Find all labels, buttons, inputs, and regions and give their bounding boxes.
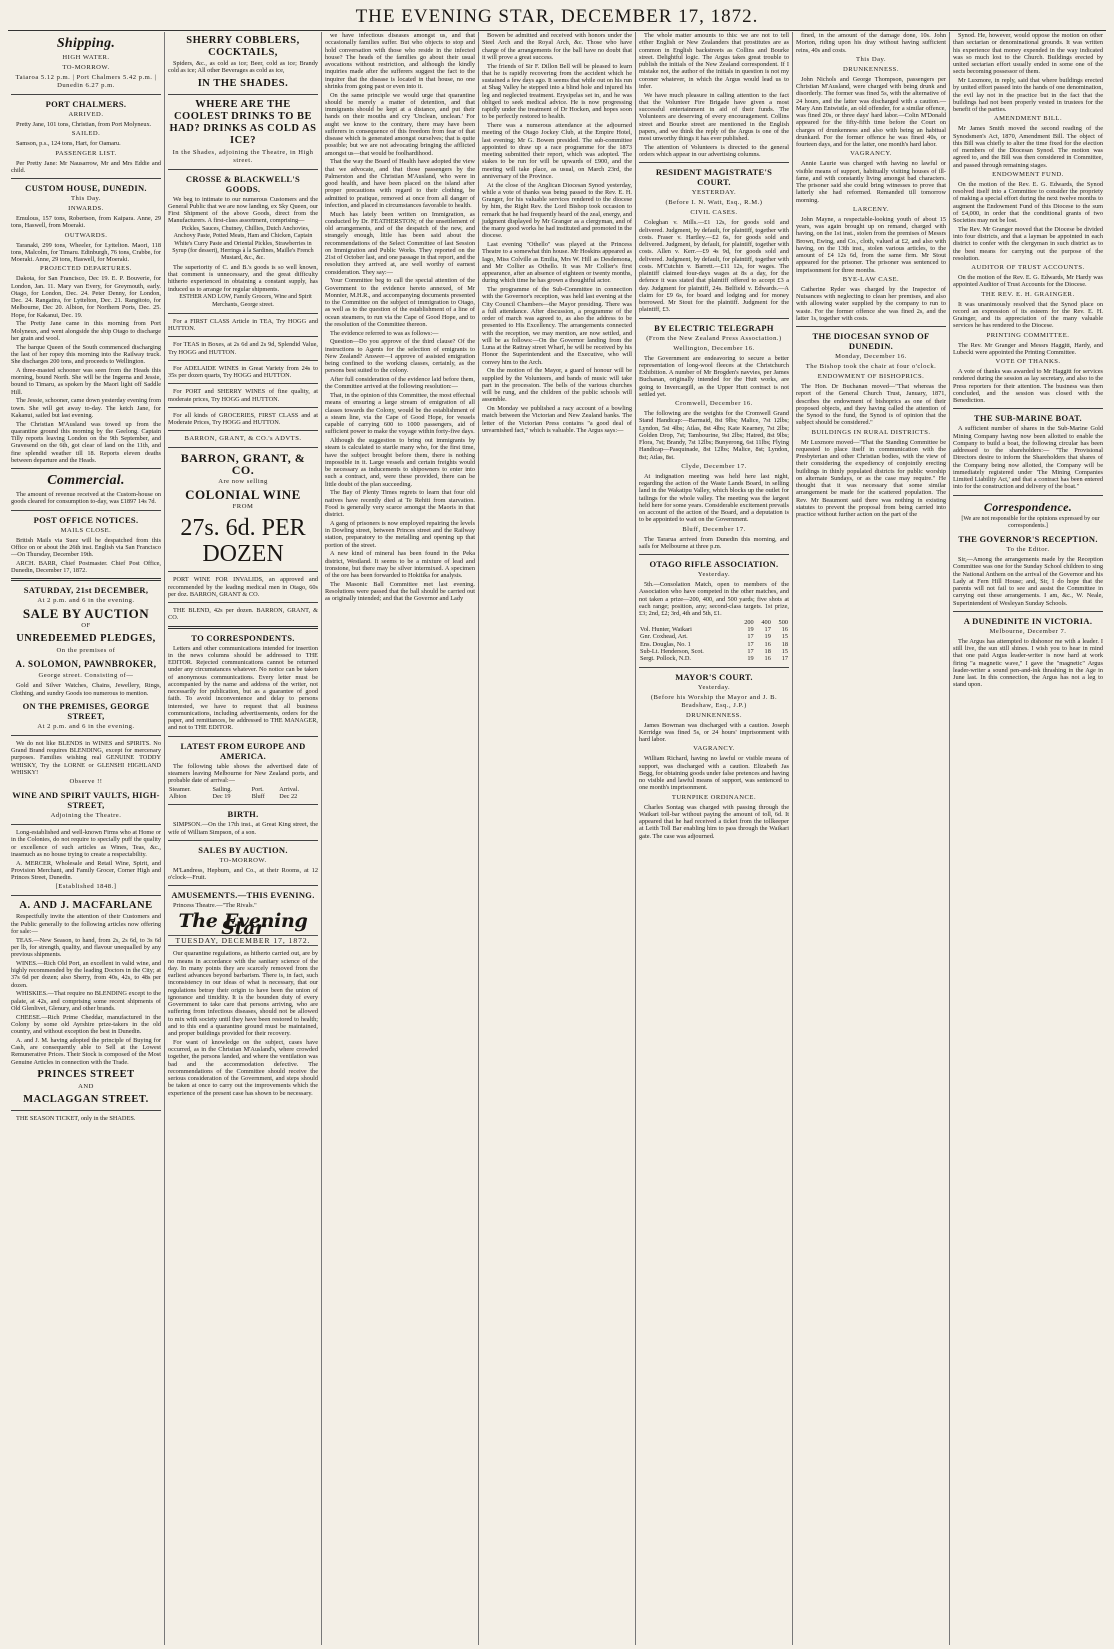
clyde-dateline: Clyde, December 17. — [681, 462, 747, 470]
table-row — [639, 641, 789, 648]
on-premises-heading: ON THE PREMISES, GEORGE STREET, — [22, 700, 150, 721]
table-cell: Bluff — [251, 793, 265, 801]
wellington-dateline: Wellington, December 16. — [673, 344, 755, 352]
outwards-text: Taranaki, 299 tons, Wheeler, for Lyttelton. Maori, 118 tons, Malcolm, for Timaru. Edinburgh, 76 tons, Crabbe, for Moeraki. Anne, 29 tons, Haswell, for Moeraki. — [11, 241, 161, 263]
table-cell: 17 — [747, 640, 754, 648]
drunkenness-heading: DRUNKENNESS. — [685, 711, 742, 719]
rifle-scores-table — [639, 619, 789, 663]
this-day-label: This Day. — [70, 195, 102, 202]
column-1 — [8, 32, 164, 1645]
macfarlane-title: A. AND J. MACFARLANE — [19, 900, 153, 912]
auditor-heading: AUDITOR OF TRUST ACCOUNTS. — [971, 264, 1085, 271]
maclaggan-street-title: MACLAGGAN STREET. — [23, 1093, 149, 1105]
columns — [8, 32, 1106, 1645]
table-header-row — [168, 786, 318, 793]
crosse-blackwell-text: We beg to intimate to our numerous Customers and the General Public that we are now landing, ex Sky Queen, our First Shipment of the above Goods, direct from the Manufacturers. A first-class assortment, comprising— — [168, 195, 318, 225]
table-row — [639, 655, 789, 662]
coolest-drinks-title: WHERE ARE THE COOLEST DRINKS TO BE HAD? DRINKS AS COLD AS ICE? — [169, 98, 317, 146]
correspondence-note: [We are not responsible for the opinions expressed by our correspondents.] — [961, 515, 1100, 529]
wine-price: 27s. 6d. PER DOZEN — [180, 515, 306, 568]
established-label: [Established 1848.] — [55, 883, 117, 891]
divider — [168, 885, 318, 886]
saturday-time: At 2 p.m. and 6 in the evening. — [37, 597, 135, 605]
article-paragraph: we have infectious diseases amongst us, and that occasionally families suffer. But who objects to stop and hold conversation with those who reside in the infected house? The heads of the families go about their usual avocations without restriction, and although the kindly inquiries made after the sufferers suggest the fact to the inquirer that the disease is located in that house, no one shrinks from going past or even into it. — [325, 32, 475, 90]
table-cell: 400 — [761, 618, 771, 626]
article-paragraph: The evidence referred to was as follows:— — [330, 329, 439, 337]
table-cell: 17 — [781, 655, 788, 663]
divider — [639, 162, 789, 163]
divider — [168, 736, 318, 737]
paper-date: TUESDAY, DECEMBER 17, 1872. — [168, 935, 318, 946]
column-3 — [321, 32, 478, 1645]
port-wine-advert: PORT WINE FOR INVALIDS, an approved and recommended by the leading medical men in Otago, 60s per doz. BARRON, GRANT & CO. — [168, 576, 318, 598]
outwards-heading: OUTWARDS. — [64, 231, 108, 239]
coolest-drinks-sub: In the Shades, adjoining the Theatre, in High street. — [172, 148, 314, 164]
dunedinite-heading: A DUNEDINITE IN VICTORIA. — [963, 615, 1093, 626]
divider — [168, 407, 318, 408]
table-cell: 200 — [744, 618, 754, 626]
bluff-text: The Tararua arrived from Dunedin this morning, and sails for Melbourne at three p.m. — [639, 535, 789, 550]
correspondents-text: Letters and other communications intended for insertion in the news columns should be addressed to THE EDITOR. Rejected communications cannot be returned under any circumstances whatever. No notice can be taken of anonymous communications. Every letter must be accompanied by the name and address of the writer, not necessarily for publication, but as a guarantee of good faith. To avoid inconvenience and delay to persons interested, we have to request that all business communications, including advertisements, orders for the paper, and remittances, be addressed to THE MANAGER, and not to THE EDITOR. — [168, 644, 318, 732]
divider — [11, 510, 161, 511]
commercial-heading: Commercial. — [47, 473, 125, 488]
divider — [168, 94, 318, 95]
table-cell: Vol. Hunter, Waikari — [640, 626, 692, 634]
divider — [168, 383, 318, 384]
thanks-text: A vote of thanks was awarded to Mr Haggitt for services rendered during the session as lay secretary, and also to the Press reporters for their attention. The business was then concluded, and the session was closed with the Benediction. — [953, 368, 1103, 404]
article-paragraph: On the motion of the Mayor, a guard of honour will be supplied by the Volunteers, and bands of music will take part in the procession. The bells of the various churches will be rung, and the children of the public schools will assemble. — [482, 367, 632, 404]
macfarlane-closing: A. and J. M. having adopted the principle of Buying for Cash, are consequently able to Sell at the Lowest Remunerative Prices. Their Stock is composed of the Most Genuine Articles in connection with the Trade. — [11, 1036, 161, 1066]
vagrancy-heading: VAGRANCY. — [693, 745, 735, 753]
macfarlane-intro: Respectfully invite the attention of their Customers and the Public generally to the following articles now offering for sale:— — [11, 913, 161, 935]
article-paragraph: The friends of Sir F. Dillon Bell will be pleased to learn that he is rapidly recovering from the accident which he sustained a few days ago. It seems that while out on his run at Shag Valley he stepped into a blind hole and injured his leg and neglected treatment. Erysipelas set in, and he was obliged to seek medical advice. He is now progressing rapidly under the treatment of Dr Hocken, and hopes soon to be perfectly restored to health. — [482, 62, 632, 121]
divider — [168, 169, 318, 170]
table-cell: Dec 19 — [212, 793, 231, 801]
article-paragraph: There was a numerous attendance at the adjourned meeting of the Otago Jockey Club, at the Empire Hotel, last evening; Mr G. Bowen presided. The sub-committee appointed to draw up a race programme for the 1873 meeting submitted their report, which was adopted. The stakes to be run for will be upwards of £900, and the meeting will take place, as usual, on March 23rd, the anniversary of the Province. — [482, 122, 632, 180]
divider — [168, 447, 318, 448]
table-cell: 17 — [764, 626, 771, 634]
latest-text: The following table shows the advertised date of steamers leaving Melbourne for New Zealand ports, and probable date of arrival:— — [168, 762, 318, 784]
article-paragraph: That, in the opinion of this Committee, the most effectual means of ensuring a large stream of emigration of all classes towards the Colony, would be the establishment of a steam line, via the Cape of Good Hope, for vessels capable of carrying 600 to 1000 passengers, aid of sufficient power to make the voyage within forty-five days. — [325, 392, 475, 436]
column-4 — [478, 32, 635, 1645]
divider — [11, 468, 161, 469]
printing-heading: PRINTING COMMITTEE. — [986, 331, 1070, 339]
article-paragraph: Mr Luxmore, in reply, said that where buildings erected by united effort passed into the hands of one denomination, the evil lay not in the practice but in the fact that the buildings had not been properly vested in trustees for the benefit of the parties. — [953, 77, 1103, 113]
shipping-news: The Christian M'Ausland was towed up from the quarantine ground this morning by the Geelong. Captain Tilly reports leaving London on the 9th September, and Gravesend on the 6th, got clear of land on the 11th, and fine splendid weather till 18. Reports eleven deaths between departure and the Heads. — [11, 420, 161, 464]
latest-heading: LATEST FROM EUROPE AND AMERICA. — [180, 740, 306, 761]
steamer-table — [168, 786, 318, 801]
telegraph-source: (From the New Zealand Press Association.) — [646, 334, 782, 342]
article-paragraph: Although the suggestion to bring out immigrants by steam is calculated to startle many who, for the first time, have the subject brought before them, there is nothing impossible in it. Large vessels and certain freights would be necessary as inducements to shipowners to enter into such a contract, and, were these provided, there can be little doubt of the plan succeeding. — [325, 437, 475, 488]
amendment-heading: AMENDMENT BILL. — [993, 115, 1063, 123]
telegraph-heading: BY ELECTRIC TELEGRAPH — [654, 322, 774, 333]
sale-by-auction-title: SALE BY AUCTION — [22, 606, 150, 622]
divider — [11, 578, 161, 581]
sailed-heading: SAILED. — [71, 130, 101, 138]
table-cell: Ens. Douglas, No. 1 — [640, 640, 691, 648]
table-cell: 19 — [747, 626, 754, 634]
sales-tomorrow: TO-MORROW. — [219, 856, 267, 864]
turnpike-text: Charles Sontag was charged with passing through the Waikari toll-bar without paying the amount of toll, 6d. It appeared that he had received a ticket from the tollkeeper at Leith Toll Bar enabling him to pass through the Waikari gate. The case was adjourned. — [639, 803, 789, 840]
table-cell: 16 — [764, 640, 771, 648]
article-paragraph: The programme of the Sub-Committee in connection with the Governor's reception, was held last evening at the City Council Chambers—the Mayor presiding. There was a full attendance. After discussion, a programme of the order of march was agreed to, as also the address to be presented to His Excellency. The arrangements connected with the reception, we may mention, are now settled, and will be as follows:—On the Governor landing from the Luna at the Rattray street Wharf, he will be received by his Honor the Superintendent and the Executive, who will convey him to the Arch. — [482, 286, 632, 366]
article-paragraph: Much has lately been written on Immigration, as conducted by Dr. FEATHERSTON; of the unsettlement of old arrangements, and of the despatch of the new, and strangely enough, little has been said about the recommendations of the Select Committee of last Session on Immigration and Public Works. They reported on the 21st of October last, and one passage in that report, and the resolution they arrived at, are well worthy of earnest consideration. They say:— — [325, 210, 475, 276]
article-paragraph: Bowen be admitted and received with honors under the Steel Arch and the Royal Arch, &c. Those who have charge of the arrangements for the ball have no doubt that it will prove a great success. — [482, 32, 632, 61]
column-2 — [164, 32, 321, 1645]
arrived-text: Pretty Jane, 101 tons, Christian, from Port Molyneux. — [16, 121, 152, 128]
sales-text: M'Landress, Hepburn, and Co., at their Rooms, at 12 o'clock—Fruit. — [168, 866, 318, 882]
custom-house-heading: CUSTOM HOUSE, DUNEDIN. — [25, 183, 147, 193]
divider — [168, 336, 318, 337]
rural-buildings-heading: BUILDINGS IN RURAL DISTRICTS. — [811, 428, 931, 436]
barron-grant-title: BARRON, GRANT, & CO. — [180, 451, 306, 478]
synod-text: The Hon. Dr Buchanan moved—"That whereas the report of the General Church Trust, January, 1871, describes the endowment of bishoprics as one of their proposed objects, and they having called the attention of the Synod to the fund, the Synod is of opinion that the subject should be considered." — [796, 383, 946, 427]
table-cell: Port. — [251, 785, 264, 793]
to-editor-label: To the Editor. — [1006, 546, 1050, 553]
divider — [168, 840, 318, 841]
rifle-text: 5th.—Consolation Match, open to members of the Association who have competed in the other matches, and not taken a prize—200, 400, and 500 yards; five shots at each range; position, any; second-class targets. 1st prize, £3; 2nd, £2; 3rd, 4th and 5th, £1. — [639, 581, 789, 617]
article-paragraph: Last evening "Othello" was played at the Princess Theatre to a somewhat thin house. Mr Hoskins appeared as Iago, Miss Colville as Emilia, Mrs W. Hill as Desdemona, and Mr Collier as Othello. It was Mr Collier's first appearance, after an absence of eighteen or twenty months, during which time he has grown a thoughtful actor. — [482, 241, 632, 285]
paper-banner — [168, 909, 318, 947]
shipping-news: The barque Queen of the South commenced discharging the last of her ropey this morning into the Railway truck. She discharges 200 tons, and proceeds to Wellington. — [11, 343, 161, 365]
crosse-blackwell-list: Pickles, Sauces, Chutney, Chillies, Dutch Anchovies, Anchovy Paste, Potted Meats, Ham and Chicken, Captain White's Curry Paste and Oriental Pickles, Strawberries in Syrup (for dessert), Herrings à la Sardines, Maille's French Mustard, &c., &c. — [172, 226, 314, 261]
projected-heading: PROJECTED DEPARTURES. — [40, 265, 132, 273]
governor-reception-text: Sir,—Among the arrangements made by the Reception Committee was one for the Sunday School children to sing the National Anthem on the arrival of the Governor and his Lady at Fern Hill House; and, Sir, I do hope that the parents will not fail to see and assist the Committee in carrying out these arrangements. I am, &c., W. Neale, Superintendent of Wesleyan Sunday Schools. — [953, 556, 1103, 607]
sales-heading: SALES BY AUCTION. — [198, 844, 288, 855]
table-cell: Gnr. Coxhead, Art. — [640, 633, 688, 641]
rifle-association-heading: OTAGO RIFLE ASSOCIATION. — [649, 559, 779, 569]
article-paragraph: The whole matter amounts to this: we are not to tell either English or New Zealanders that prostitutes are as common in English backstreets as Collins and Bourke street. Delightful logic. The Argus takes great trouble to publish the initials of the New Zealand correspondent. If I mistake not, the author of the initials in question is not my coroner whatever, in which the Argus would lead us to infer. — [639, 32, 789, 90]
divider — [168, 602, 318, 603]
clyde-text: At indignation meeting was held here last night, regarding the action of the Waste Lands Board, in selling land in the Wakatipu Valley, which blocks up the outlet for tailings for the whole valley. The meeting was the largest held here for some years. Considerable excitement prevails on account of the action of the Board, and a deputation is to be appointed to wait on the Government. — [639, 472, 789, 524]
grainger-text: It was unanimously resolved that the Synod place on record an expression of its esteem for the Rev. E. H. Grainger, and its appreciation of the many valuable services he has rendered to the Diocese. — [953, 300, 1103, 330]
princes-street-title: PRINCES STREET — [37, 1068, 135, 1080]
table-cell: Arrival. — [279, 785, 300, 793]
birth-text: SIMPSON.—On the 17th inst., at Great King street, the wife of William Simpson, of a son. — [168, 821, 318, 836]
table-cell: 19 — [764, 633, 771, 641]
blend-advert: THE BLEND, 42s per dozen. BARRON, GRANT, & CO. — [168, 607, 318, 622]
dunedinite-dateline: Melbourne, December 7. — [989, 627, 1067, 635]
birth-heading: BIRTH. — [227, 809, 259, 820]
dunedinite-text: The Argus has attempted to dishonor me with a leader. I still live, the sun still shines. I wish you to hear in mind that one paid Argus leader-writer is now hard at work firing "a magnetic wave," I gave the "magnetic" Argus leader-writer a sound pen-and-ink thrashing in the Age in June last. In this connection, the Argus has not a leg to stand upon. — [953, 637, 1103, 689]
auditor-text: On the motion of the Rev. E. G. Edwards, Mr Hardy was appointed Auditor of Trust Accounts for the Diocese. — [953, 274, 1103, 289]
leader-paragraph: Our quarantine regulations, as hitherto carried out, are by no means in accordance with the sanitary science of the day. In many points they are scarcely removed from the earliest advances beyond barbarism. There is, in fact, such inconsistency in our ideas of what is necessary, that our regulations betray their origin to have been the union of ignorance and timidity. It is the bounden duty of every Government to take care that persons arriving, who are suffering from infectious diseases, should not be allowed to mix with society until they have been restored to health; and to this end a quarantine ground must be maintained, and proper buildings provided for their recovery. — [168, 950, 318, 1038]
vagrancy-text: Annie Laurie was charged with having no lawful or visible means of support, habitually visiting houses of ill-fame, and with constantly living amongst bad characters. The prisoner said she could bring witnesses to prove that latterly she had reformed. Remanded till tomorrow morning. — [796, 160, 946, 204]
article-paragraph: Synod. He, however, would oppose the motion on other than sectarian or denominational grounds. It was written his experience that money expended in the way indicated was so much lost to the Church. Buildings erected by united sectarian effort usually ended in some one of the sects becoming possessor of them. — [953, 32, 1103, 76]
table-cell: 18 — [781, 640, 788, 648]
table-cell: Albion — [169, 793, 187, 801]
crosse-blackwell-heading: CROSSE & BLACKWELL'S GOODS. — [185, 173, 301, 194]
article-paragraph: fined, in the amount of the damage done, 10s. John Morton, riding upon his dray without having sufficient reins, 40s and costs. — [796, 32, 946, 54]
leader-paragraph: For want of knowledge on the subject, cases have occurred, as in the Christian M'Ausland's, where crowded together, the persons landed, and where the ventilation was bad and the accommodation defective. The recommendations of the Committee should receive the serious consideration of the Government, and steps should be taken at once to carry out the improvements which the experience of the present case has shown to be necessary. — [168, 1038, 318, 1097]
saturday-heading: SATURDAY, 21st DECEMBER, — [23, 585, 149, 596]
mayors-court-day: Yesterday. — [697, 683, 731, 691]
mayors-court-heading: MAYOR'S COURT. — [675, 671, 753, 682]
table-cell — [639, 619, 738, 626]
divider — [168, 313, 318, 314]
synod-sub: The Bishop took the chair at four o'clock. — [805, 363, 937, 370]
divider — [639, 318, 789, 319]
divider — [953, 611, 1103, 612]
post-office-heading: POST OFFICE NOTICES. — [33, 514, 139, 525]
article-paragraph: The attention of Volunteers is directed to the general orders which appear in our advertising columns. — [639, 143, 789, 158]
sailed-text: Samson, p.s., 124 tons, Hart, for Oamaru. — [16, 140, 121, 148]
hogg-hutton-advert: For ADELAIDE WINES in Great Variety from 24s to 35s per dozen quarts, Try HOGG and HUTTON. — [168, 364, 318, 379]
observe-label: Observe !! — [69, 778, 103, 785]
wine-vaults-heading: WINE AND SPIRIT VAULTS, HIGH-STREET, — [12, 790, 160, 810]
and-label: AND — [78, 1082, 94, 1090]
arrived-heading: ARRIVED. — [68, 111, 104, 118]
table-cell: 15 — [781, 633, 788, 641]
article-paragraph: At the close of the Anglican Diocesan Synod yesterday, while a vote of thanks was being passed to the Rev. E. H. Granger, for his valuable services rendered to the diocese by him, the Right Rev. the Lord Bishop took occasion to remark that he had frequently heard of the zeal, energy, and judgment displayed by Mr Granger as a clergyman, and of the many good works he had instituted and promoted in the diocese. — [482, 181, 632, 240]
larceny-heading: LARCENY. — [853, 205, 889, 213]
divider — [11, 178, 161, 179]
table-row — [168, 793, 318, 800]
hogg-hutton-advert: For a FIRST CLASS Article in TEA, Try HOGG and HUTTON. — [168, 317, 318, 332]
tomorrow-label: TO-MORROW. — [62, 64, 110, 71]
macfarlane-whiskies: WHISKIES.—That require no BLENDING except to the palate, at 42s, and comprising some recent shipments of Old Glenlivet, Glenury, and other brands. — [11, 990, 161, 1012]
passenger-heading: PASSENGER LIST. — [55, 149, 117, 157]
table-cell: Dec 22 — [279, 793, 298, 801]
synod-text: Mr Luxmore moved—"That the Standing Committee be requested to place itself in communication with the Presbyterian and other Christian bodies, with the view of their considering the expediency of conjointly erecting buildings in thinly populated districts for public worship on alternate Sundays, or as the case may require." He thought that it was necessary that some similar arrangement be made for the scattered population. The Rev. Mr Beaumont said there was nothing in existing statutes to prevent the proposal from being carried into practice without further action on the part of the — [796, 438, 946, 518]
turnpike-heading: TURNPIKE ORDINANCE. — [671, 793, 757, 801]
rifle-day: Yesterday. — [697, 571, 731, 578]
projected-text: Dakota, for San Francisco, Dec 19. E. P. Bouverie, for London, Jan. 11. Mary van Every, for Greymouth, early. Otago, for London, Dec. 24. Peter Denny, for London, Dec. 24. Rangatira, for Lyttelton, Dec. 21. Rangitoto, for Melbourne, Dec 20. Albion, for Northern Ports, Dec. 25. Hope, for Kakanui, Dec. 19. — [11, 275, 161, 319]
port-chalmers-heading: PORT CHALMERS. — [45, 99, 127, 109]
divider — [11, 94, 161, 95]
divider — [168, 571, 318, 572]
bye-law-text: Catherine Ryder was charged by the Inspector of Nuisances with neglecting to clean her premises, and also with allowing water supplied by the company to run to waste. For the former offence she was fined 2s, and the latter 1s, together with costs. — [796, 285, 946, 322]
long-established-advert: Long-established and well-known Firms who at Home or in the Colonies, do not require to specially puff the quality or excellence of such articles as Wines, Teas, &c., inasmuch as no house trying to create a respectability. — [11, 829, 161, 858]
divider — [639, 554, 789, 555]
passenger-text: Per Pretty Jane: Mr Nausarrow, Mr and Mrs Eddie and child. — [11, 159, 161, 174]
governor-reception-heading: THE GOVERNOR'S RECEPTION. — [958, 534, 1098, 544]
larceny-text: John Mayne, a respectable-looking youth of about 15 years, was again brought up on remand, charged with having, on the 1st inst., stolen from the premises of Messrs Brown, Ewing, and Co., cloth, valued at £2, and also with having, on the 13th inst., stolen various articles, to the amount of £4 12s 6d, from the same firm. Mr Stout appeared for the prisoner. The prisoner was sentenced to imprisonment for three months. — [796, 215, 946, 274]
endowment-heading: ENDOWMENT OF BISHOPRICS. — [817, 373, 925, 380]
article-paragraph: Your Committee beg to call the special attention of the Government to the evidence hereto annexed, of Mr Monnier, M.H.R., and accompanying documents presented to the Committee on the subject of immigration to Otago, as well as to the question of the establishment of a line of ocean steamers, to run via the Cape of Good Hope, and to the resolution of the Committee thereon. — [325, 277, 475, 328]
article-paragraph: On Monday we published a racy account of a bowling match between the Victorian and New Zealand banks. The letter of the Victorian Press contains "a good deal of unvarnished fact," which is valuable. The Argus says:— — [482, 405, 632, 434]
submarine-boat-heading: THE SUB-MARINE BOAT. — [974, 413, 1082, 424]
divider — [168, 626, 318, 629]
solomon-title: A. SOLOMON, PAWNBROKER, — [15, 659, 157, 670]
table-cell: 18 — [764, 647, 771, 655]
article-paragraph: A new kind of mineral has been found in the Peka district, Westland. It seems to be a mixture of lead and ironstone, but there may be silver intermixed. A specimen of the ore has been forwarded to Hokitika for analysis. — [325, 550, 475, 579]
on-premises-time: At 2 p.m. and 6 in the evening. — [37, 722, 135, 730]
bluff-dateline: Bluff, December 17. — [682, 525, 746, 533]
column-6 — [792, 32, 949, 1645]
table-cell: 16 — [781, 626, 788, 634]
thanks-heading: VOTE OF THANKS. — [995, 358, 1061, 365]
divider — [953, 495, 1103, 496]
blends-advert: We do not like BLENDS in WINES and SPIRITS. No Grand Brand requires BLENDING, except for mercenary purposes. Families wishing real GENUINE TODDY WHISKY, Try the LORNE or GLENSHI HIGHLAND WHISKY! — [11, 739, 161, 776]
wine-vaults-sub: Adjoining the Theatre. — [50, 812, 122, 819]
divider — [11, 1110, 161, 1111]
mails-text: British Mails via Suez will be despatched from this Office on or about the 26th inst. English via San Francisco—On Thursday, December 19th. — [11, 536, 161, 558]
post-office-signature: ARCH. BARR, Chief Postmaster. Chief Post Office, Dunedin, December 17, 1872. — [11, 559, 161, 574]
hogg-hutton-advert: For TEAS in Boxes, at 2s 6d and 2s 9d, Splendid Value, Try HOGG and HUTTON. — [168, 341, 318, 356]
article-paragraph: The Rev. Mr Granger moved that the Diocese be divided into four districts, and that a layman be appointed in each district to confer with the clergyman in such district as to the best means for carrying out the purpose of the resolution. — [953, 225, 1103, 262]
mails-close-heading: MAILS CLOSE. — [60, 526, 112, 534]
article-paragraph: On the same principle we would urge that quarantine should be merely a matter of detention, and that immigrants should be kept at a distance, and put their hands on their mouths and cry 'Unclean, unclean.' For aught we know to the contrary, there may have been sufferers in consequence of this freedom from fear of that disease which is generated amongst ourselves; that is quite possible; but we are not advocating bringing the afflicted amongst us—that would be foolhardihood. — [325, 91, 475, 157]
commercial-text: The amount of revenue received at the Custom-house on goods cleared for consumption to-day, was £1897 14s 7d. — [11, 491, 161, 506]
rm-court-before: (Before I. N. Watt, Esq., R.M.) — [665, 199, 763, 207]
correspondents-heading: TO CORRESPONDENTS. — [191, 632, 295, 643]
divider — [953, 408, 1103, 409]
vagrancy-heading: VAGRANCY. — [850, 150, 892, 158]
drunkenness-text: John Nichols and George Thompson, passengers per Christian M'Ausland, were charged with being drunk and disorderly. The former was fined 5s, with the alternative of 24 hours, and the latter was discharged with a caution.—Mary Ann Entwistle, an old offender, for a similar offence, was fined 20s, or three days' hard labor.—Colin M'Donald appeared for the fifty-fifth time before the Court on charges of drunkenness and also with being an habitual drunkard. For the former offence he was fined 40s, or fourteen days, and for the latter, one month's hard labor. — [796, 75, 946, 148]
article-paragraph: The Bay of Plenty Times regrets to learn that four old natives have recently died at Te Rehiti from starvation. Food is generally very scarce amongst the Maoris in that district. — [325, 489, 475, 518]
table-cell: Sub-Lt. Henderson, Scot. — [640, 647, 704, 655]
rm-court-heading: RESIDENT MAGISTRATE'S COURT. — [655, 167, 773, 188]
article-paragraph: Question—Do you approve of the third clause? Of the instructions to Agents for the selection of emigrants to New Zealand? Answer—I approve of assisted emigration being confined to the working classes, certainly, as the persons best suited to the colony. — [325, 338, 475, 375]
cromwell-text: The following are the weights for the Cromwell Grand Stand Handicap:—Barmaid, 8st 9lbs; Malice, 7st 12lbs; Lyndon, 5st 4lbs; Atlas, 8st 4lbs; Kate Kearney, 7st 2lbs; Golden Drop, 7st; Tambourine, 9st 2lbs; Hatred, 8st 9lbs; Flora, 7st; Brandy, 7st 12lbs; Bunyerong, 6st 11lbs; Flying Handicap—Pasquinade, 8st 12lbs; Malice, 8st; Lyndon, 8st; Atlas, 8st. — [639, 410, 789, 461]
article-paragraph: That the way the Board of Health have adopted the view that we advocate, and that those passengers by the Palmerston and the Christian M'Ausland, who were in good health, and have been placed on the island after proper precautions with regard to their clothing, be admitted to pratique, removed at once from all danger of infection, and placed in circumstances favorable to health. — [325, 158, 475, 209]
endowment-fund-heading: ENDOWMENT FUND. — [992, 170, 1064, 178]
mercer-signature: A. MERCER, Wholesale and Retail Wine, Spirit, and Provision Merchant, and Family Grocer, Corner High and Princes Street, Dunedin. — [11, 859, 161, 881]
barron-adverts-label: BARRON, GRANT, & CO.'s ADVTS. — [184, 435, 302, 443]
divider — [796, 326, 946, 327]
table-cell: 15 — [781, 647, 788, 655]
shipping-heading: Shipping. — [56, 36, 116, 51]
of-label: OF — [81, 622, 91, 630]
table-row — [639, 633, 789, 640]
hogg-hutton-advert: For PORT and SHERRY WINES of fine quality, at moderate prices, Try HOGG and HUTTON. — [168, 388, 318, 403]
drunkenness-heading: DRUNKENNESS. — [842, 65, 899, 73]
grainger-heading: THE REV. E. H. GRAINGER. — [981, 290, 1075, 298]
civil-cases-heading: CIVIL CASES. — [690, 209, 738, 217]
macfarlane-teas: TEAS.—New Season, to hand, from 2s, 2s 6d, to 3s 6d per lb, for strength, quality, and flavour unequalled by any previous shipments. — [11, 936, 161, 958]
macfarlane-wines: WINES.—Rich Old Port, an excellent in valid wine, and highly recommended by the leading Doctors in the City; at 37s 6d per dozen; also Sherry, from 40s, 42s, to 48s per dozen. — [11, 959, 161, 989]
shipping-news: A three-masted schooner was seen from the Heads this morning, bound North. She will be the Ingerna and Jessie, bound to Timaru, as spoken by the Maori light off Saddle Hill. — [11, 366, 161, 396]
divider — [11, 895, 161, 896]
premises-label: On the premises of — [56, 647, 116, 655]
table-row — [639, 648, 789, 655]
mayors-court-before: (Before his Worship the Mayor and J. B. Bradshaw, Esq., J.P.) — [650, 693, 778, 709]
divider — [639, 667, 789, 668]
synod-heading: THE DIOCESAN SYNOD OF DUNEDIN. — [812, 331, 930, 351]
page-masthead: THE EVENING STAR, DECEMBER 17, 1872. — [8, 0, 1106, 31]
rm-court-day: YESTERDAY. — [691, 189, 737, 197]
article-paragraph: A gang of prisoners is now employed repairing the levels in Dowling street, between Princes street and the Railway station, preparatory to the metalling and opening up that portion of the street. — [325, 519, 475, 549]
divider — [11, 824, 161, 825]
inwards-text: Emulous, 157 tons, Robertson, from Kaipara. Anne, 29 tons, Haswell, from Moeraki. — [11, 215, 161, 230]
wellington-text: The Government are endeavoring to secure a better representation of long-wool fleeces at the Christchurch Exhibition. A number of Mr Brogden's navvies, per James Buchanan, originally intended for the Hutt works, are going to Invercargill, as the Upper Hutt contract is not settled yet. — [639, 354, 789, 398]
bye-law-heading: BYE-LAW CASE. — [842, 275, 900, 283]
sherry-cobblers-text: Spiders, &c., as cold as ice; Beer, cold as ice; Brandy cold as ice; All other Beverages as cold as ice, — [168, 60, 318, 75]
divider — [168, 360, 318, 361]
hogg-hutton-advert: For all kinds of GROCERIES, FIRST CLASS and at Moderate Prices, Try HOGG and HUTTON. — [168, 411, 318, 426]
amusements-text: Princess Theatre.—"The Rivals." — [173, 902, 257, 910]
colonial-wine-title: COLONIAL WINE — [185, 487, 301, 503]
pledge-goods-text: Gold and Silver Watches, Chains, Jewellery, Rings, Clothing, and sundry Goods too numerous to mention. — [11, 682, 161, 697]
season-ticket-advert: THE SEASON TICKET, only in the SHADES. — [16, 1114, 136, 1122]
table-row — [639, 626, 789, 633]
synod-date: Monday, December 16. — [835, 353, 907, 360]
vagrancy-text: William Richard, having no lawful or visible means of support, was discharged with a caution. Elizabeth Jas Begg, for obtaining goods under false pretences and having no visible and lawful means of support, was sentenced to one month's imprisonment. — [639, 755, 789, 792]
article-paragraph: After full consideration of the evidence laid before them, the Committee arrived at the following resolution:— — [325, 376, 475, 391]
article-paragraph: The Masonic Ball Committee met last evening. Resolutions were passed that the ball should be carried out as originally intended; and that the Governor and Lady — [325, 580, 475, 603]
crosse-blackwell-note: The superiority of C. and B.'s goods is so well known, that comment is unnecessary, and the great difficulty hitherto experienced in obtaining a constant supply, has induced us to arrange for regular shipments. — [168, 263, 318, 293]
from-label: FROM — [232, 503, 254, 511]
this-day-label: This Day. — [855, 55, 887, 63]
submarine-boat-text: A sufficient number of shares in the Sub-Marine Gold Mining Company having now been allotted to enable the Company to build a boat, the following circular has been addressed to the shareholders:— "The Provisional Directors desire to inform the Shareholders that shares of the Company being now allotted, the Company will be immediately registered under 'The Mining Companies Limited Liability Act,' and that a contract has been entered into for the construction and delivery of the boat." — [953, 425, 1103, 491]
unredeemed-pledges-title: UNREDEEMED PLEDGES, — [16, 633, 156, 645]
table-cell: Steamer. — [169, 785, 191, 793]
tide-times: Taiaroa 5.12 p.m. | Port Chalmers 5.42 p.m. | Dunedin 6.27 p.m. — [15, 74, 157, 89]
civil-cases-text: Coleghan v. Mills.—£1 12s, for goods sold and delivered. Judgment, by default, for plaintiff, together with costs. Fraser v. Hartley.—£2 6s, for goods sold and delivered. Judgment, by default, for plaintiff, together with costs. Allen v. Kerr.—£9 4s 9d, for goods sold and delivered. Judgment, by default, for plaintiff, together with costs. M'Cutchin v. Barrett.—£11 12s, for wages. The plaintiff claimed four-days wages at 8s a day, for the defence it was stated that plaintiff offered to accept £3 a day. Judgment for plaintiff, 24s. Belfield v. Edwards.—A claim for £9 6s, for board and lodging and for money borrowed. Mr Stout for the plaintiff. Judgment for the plaintiff, £3. — [639, 219, 789, 314]
george-street-label: George street. Consisting of— — [38, 672, 134, 680]
in-the-shades-title: IN THE SHADES. — [197, 77, 289, 89]
shipping-news: The Jessie, schooner, came down yesterday evening from town. She will get away to-day. The ketch Jane, for Kakanui, sailed but last evening. — [11, 397, 161, 419]
macfarlane-cheese: CHEESE.—Rich Prime Cheddar, manufactured in the Colony by some old Ayrshire prize-takers in the old country, and without exception the best in Dunedin. — [11, 1013, 161, 1035]
table-cell: Sailing. — [212, 785, 232, 793]
table-cell: 17 — [747, 647, 754, 655]
inwards-heading: INWARDS. — [68, 205, 104, 212]
paper-title: The Evening Star — [178, 909, 308, 939]
now-selling-label: Are now selling — [218, 478, 268, 486]
column-5 — [635, 32, 792, 1645]
endowment-fund-text: On the motion of the Rev. E. G. Edwards, the Synod resolved itself into a Committee to consider the propriety of making a special effort during the next twelve months to augment the Endowment Fund of this Diocese to the sum of £4,000, in order that the conditional grants of two Societies may not be lost. — [953, 180, 1103, 224]
cromwell-dateline: Cromwell, December 16. — [675, 400, 753, 407]
divider — [168, 430, 318, 431]
crosse-blackwell-signature: ESTHER AND LOW, Family Grocers, Wine and Spirit Merchants, George street. — [179, 294, 312, 308]
high-water-heading: HIGH WATER. — [62, 54, 110, 61]
table-cell: 16 — [764, 655, 771, 663]
column-7 — [949, 32, 1106, 1645]
table-cell: 500 — [778, 618, 788, 626]
article-paragraph: We have much pleasure in calling attention to the fact that the Volunteer Fire Brigade have given a most successful entertainment in aid of their funds. The Volunteers are deserving of every encouragement. Collins street and Bourke street are mentioned in the English papers, and we think the reply of the Argus is one of the most unworthy things it has ever published. — [639, 91, 789, 142]
table-cell: 19 — [747, 655, 754, 663]
sherry-cobblers-title: SHERRY COBBLERS, COCKTAILS, — [186, 35, 300, 58]
divider — [11, 735, 161, 736]
amendment-text: Mr James Smith moved the second reading of the Synodsmen's Act, 1870, Amendment Bill. The object of this Bill was chiefly to alter the time fixed for the election of members of the Diocesan Synod. The motion was agreed to, and the Bill was then considered in Committee, and passed through remaining stages. — [953, 125, 1103, 169]
table-cell: 17 — [747, 633, 754, 641]
table-header-row — [639, 619, 789, 626]
amusements-heading: AMUSEMENTS.—THIS EVENING. — [171, 890, 315, 901]
drunkenness-text: James Bowman was discharged with a caution. Joseph Kerridge was fined 5s, or 24 hours' imprisonment with hard labor. — [639, 721, 789, 744]
correspondence-heading: Correspondence. — [983, 499, 1073, 514]
table-cell: Sergt. Pollock, N.D. — [640, 655, 691, 663]
printing-text: The Rev. Mr Granger and Messrs Haggitt, Hardy, and Lubecki were appointed the Printing Committee. — [953, 341, 1103, 356]
divider — [168, 804, 318, 805]
shipping-news: The Pretty Jane came in this morning from Port Molyneux, and went alongside the ship Otago to discharge her grain and wool. — [11, 320, 161, 342]
